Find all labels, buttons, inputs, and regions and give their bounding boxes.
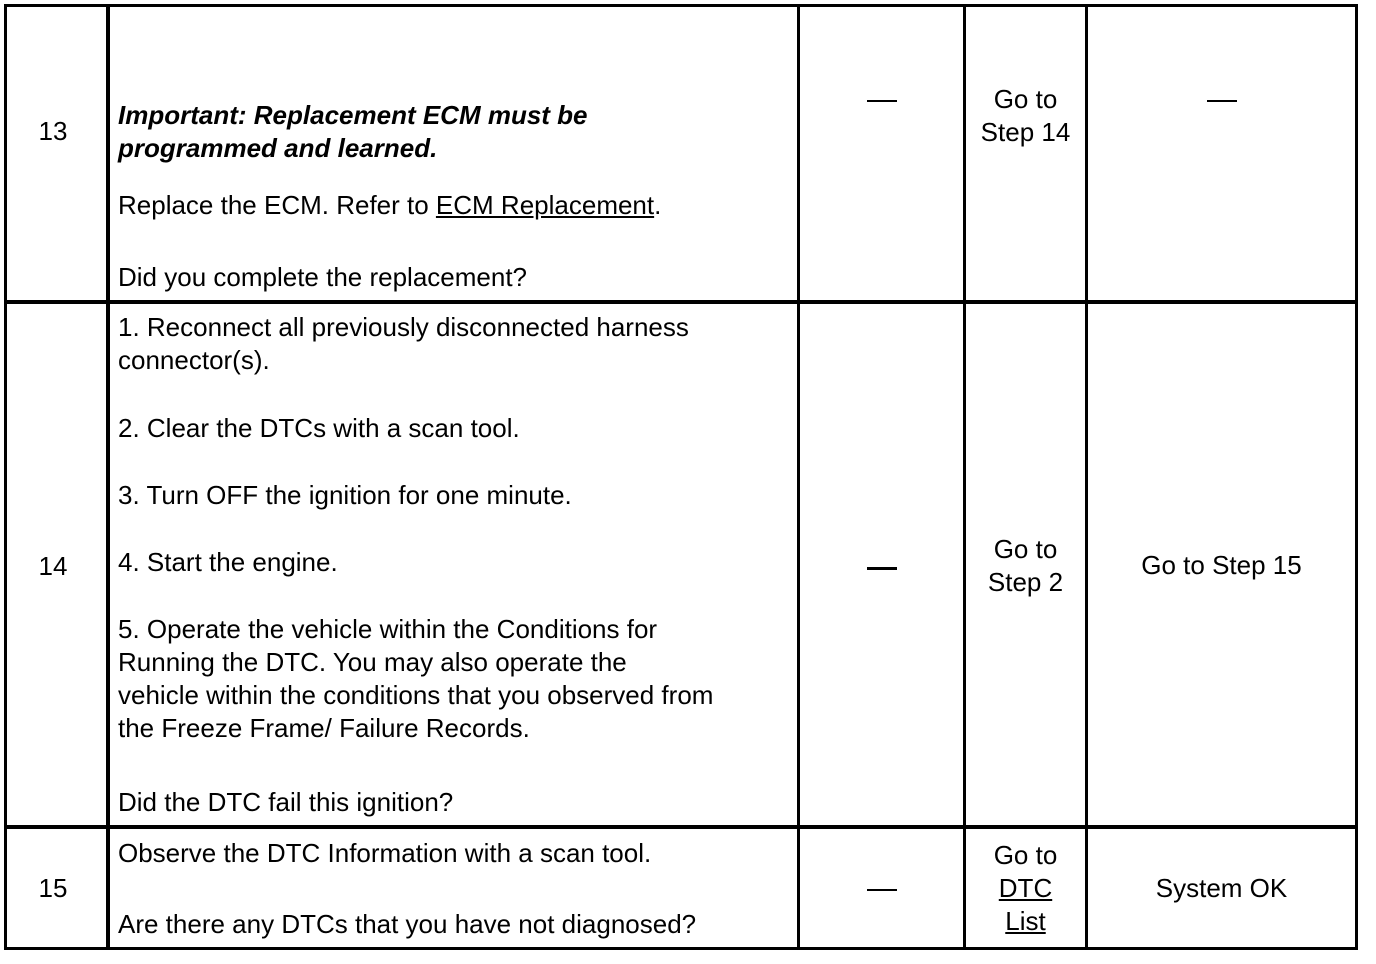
step-number: 14 xyxy=(38,551,68,581)
ecm-replacement-link[interactable]: ECM Replacement xyxy=(435,190,655,220)
value-cell xyxy=(800,872,963,905)
dtc-list-link[interactable]: List xyxy=(1005,906,1046,936)
dash-mark xyxy=(867,889,897,891)
no-cell: System OK xyxy=(1155,873,1288,903)
dtc-list-link[interactable]: DTC xyxy=(998,873,1053,903)
value-cell xyxy=(800,83,963,116)
dash-mark xyxy=(867,567,897,570)
action-step: 4. Start the engine. xyxy=(118,547,338,577)
no-cell: Go to Step 15 xyxy=(1141,550,1302,580)
action-step: 3. Turn OFF the ignition for one minute. xyxy=(118,480,572,510)
row-divider xyxy=(4,300,1358,304)
column-divider xyxy=(106,4,110,950)
yes-cell: Go to DTC List xyxy=(993,840,1058,936)
no-cell xyxy=(1088,83,1355,116)
value-cell xyxy=(800,550,963,583)
table-border-right xyxy=(1355,4,1358,950)
important-note: programmed and learned. xyxy=(118,133,438,163)
column-divider xyxy=(797,4,800,950)
dash-mark xyxy=(867,100,897,102)
row-divider xyxy=(4,825,1358,829)
step-number: 15 xyxy=(38,873,68,903)
action-step: 5. Operate the vehicle within the Conditions for Running the DTC. You may also operate the vehicle within the conditions that you observed from the Freeze Frame/ Failure Records. xyxy=(118,614,714,743)
action-cell xyxy=(118,99,793,165)
action-step: 2. Clear the DTCs with a scan tool. xyxy=(118,413,520,443)
action-text: Observe the DTC Information with a scan tool. xyxy=(118,838,652,868)
table-border-top xyxy=(4,4,1358,7)
yes-cell: Go to Step 14 xyxy=(980,84,1071,147)
important-note: Important: Replacement ECM must be xyxy=(118,100,588,130)
question-text: Did the DTC fail this ignition? xyxy=(118,787,454,817)
question-text: Did you complete the replacement? xyxy=(118,262,528,292)
table-border-bottom xyxy=(4,947,1358,950)
column-divider xyxy=(1085,4,1088,950)
question-text: Are there any DTCs that you have not diagnosed? xyxy=(118,909,697,939)
yes-cell: Go to Step 2 xyxy=(987,534,1064,597)
step-number: 13 xyxy=(38,116,68,146)
action-text: Replace the ECM. Refer to ECM Replacement. xyxy=(118,190,662,220)
dash-mark xyxy=(1207,100,1237,102)
action-cell: 1. Reconnect all previously disconnected harness connector(s). xyxy=(118,312,689,375)
